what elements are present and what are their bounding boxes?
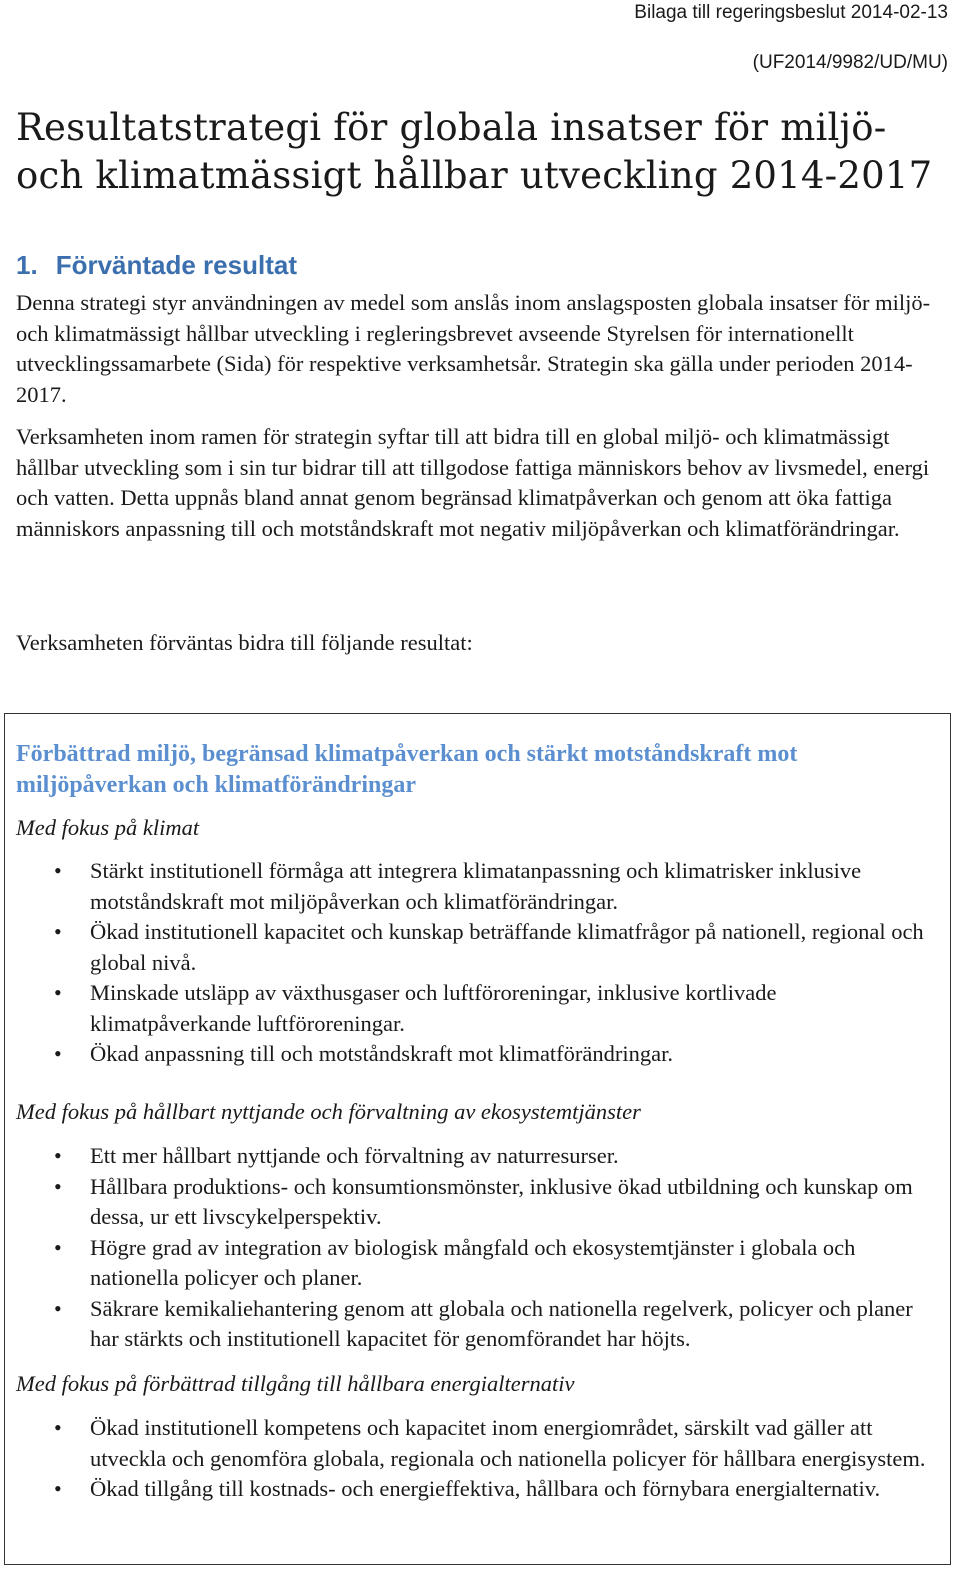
list-item bbox=[16, 1413, 936, 1474]
climate-results-list bbox=[16, 856, 936, 1070]
list-item bbox=[16, 917, 936, 978]
bullet-icon: • bbox=[54, 858, 62, 883]
list-item-text: Ökad institutionell kapacitet och kunskap beträffande klimatfrågor på nationell, regional och global nivå. bbox=[90, 919, 924, 975]
paragraph-purpose: Verksamheten inom ramen för strategin syftar till att bidra till en global miljö- och klimatmässigt hållbar utveckling som i sin tur bidrar till att tillgodose fattiga människors behov av livsmedel, energi och vatten. Detta uppnås bland annat genom begränsad klimatpåverkan och genom att öka fattiga människors anpassning till och motståndskraft mot negativ miljöpåverkan och klimatförändringar. bbox=[16, 424, 930, 541]
reference-number: (UF2014/9982/UD/MU) bbox=[752, 52, 948, 73]
list-item bbox=[16, 1474, 936, 1505]
energy-results-list bbox=[16, 1413, 936, 1505]
list-item-text: Högre grad av integration av biologisk mångfald och ekosystemtjänster i globala och nationella policyer och planer. bbox=[90, 1234, 856, 1290]
list-item-text: Ökad anpassning till och motståndskraft mot klimatförändringar. bbox=[90, 1041, 674, 1066]
list-item-text: Hållbara produktions- och konsumtionsmönster, inklusive ökad utbildning och kunskap om dessa, ur ett livscykelperspektiv. bbox=[90, 1173, 913, 1229]
list-item bbox=[16, 1233, 936, 1294]
list-item-text: Ökad tillgång till kostnads- och energieffektiva, hållbara och förnybara energialternativ. bbox=[90, 1476, 881, 1501]
section-number: 1. bbox=[16, 250, 38, 280]
list-item bbox=[16, 1294, 936, 1355]
subheading-energy: Med fokus på förbättrad tillgång till hållbara energialternativ bbox=[16, 1371, 575, 1396]
list-item-text: Ett mer hållbart nyttjande och förvaltning av naturresurser. bbox=[90, 1143, 619, 1168]
bullet-icon: • bbox=[54, 1041, 62, 1066]
ecosystem-results-list bbox=[16, 1141, 936, 1355]
bullet-icon: • bbox=[54, 1173, 62, 1199]
list-item-text: Ökad institutionell kompetens och kapacitet inom energiområdet, särskilt vad gäller att utveckla och genomföra globala, regionala och nationella policyer för hållbara energisystem. bbox=[90, 1415, 926, 1471]
list-item bbox=[16, 1172, 936, 1233]
document-title: Resultatstrategi för globala insatser för miljö- och klimatmässigt hållbar utveckling 2014-2017 bbox=[16, 106, 933, 197]
bullet-icon: • bbox=[54, 919, 62, 944]
bullet-icon: • bbox=[54, 1234, 62, 1260]
list-item-text: Säkrare kemikaliehantering genom att globala och nationella regelverk, policyer och planer har stärkts och institutionell kapacitet för genomförandet har höjts. bbox=[90, 1295, 913, 1351]
bullet-icon: • bbox=[54, 1476, 62, 1501]
list-item-text: Minskade utsläpp av växthusgaser och luftföroreningar, inklusive kortlivade klimatpåverkande luftföroreningar. bbox=[90, 980, 777, 1036]
paragraph-scope: Denna strategi styr användningen av medel som anslås inom anslagsposten globala insatser för miljö- och klimatmässigt hållbar utveckling i regleringsbrevet avseende Styrelsen för internationellt utvecklingssamarbete (Sida) för respektive verksamhetsår. Strategin ska gälla under perioden 2014-2017. bbox=[16, 290, 931, 407]
list-item-text: Stärkt institutionell förmåga att integrera klimatanpassning och klimatrisker inklusive motståndskraft mot miljöpåverkan och klimatförändringar. bbox=[90, 858, 862, 914]
section-title: Förväntade resultat bbox=[55, 250, 297, 280]
list-item bbox=[16, 1039, 936, 1070]
bullet-icon: • bbox=[54, 1295, 62, 1321]
bullet-icon: • bbox=[54, 1415, 62, 1440]
bullet-icon: • bbox=[54, 980, 62, 1005]
paragraph-results-intro: Verksamheten förväntas bidra till följande resultat: bbox=[16, 630, 473, 655]
list-item bbox=[16, 856, 936, 917]
decision-annex-label: Bilaga till regeringsbeslut 2014-02-13 bbox=[634, 2, 948, 23]
bullet-icon: • bbox=[54, 1143, 62, 1168]
list-item bbox=[16, 1141, 936, 1172]
results-box-heading: Förbättrad miljö, begränsad klimatpåverkan och stärkt motståndskraft mot miljöpåverkan och klimatförändringar bbox=[16, 741, 798, 798]
list-item bbox=[16, 978, 936, 1039]
subheading-climate: Med fokus på klimat bbox=[16, 815, 200, 840]
section-heading bbox=[16, 250, 297, 281]
subheading-ecosystems: Med fokus på hållbart nyttjande och förvaltning av ekosystemtjänster bbox=[16, 1099, 641, 1124]
